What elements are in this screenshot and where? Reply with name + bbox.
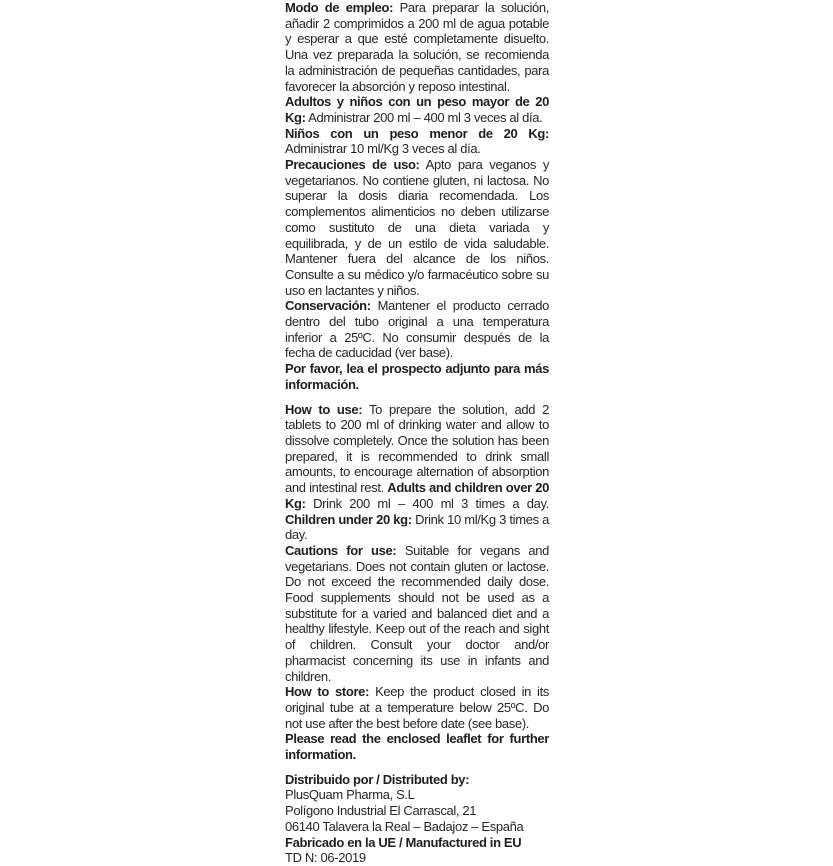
modo-de-empleo-text: Para preparar la solución, añadir 2 comprimidos a 200 ml de agua potable y esperar a que esté completamente disuelto. Una vez preparada la solución, se recomienda la administración de pequeñas cantidades, para favorecer la absorción y reposo intestinal.: [285, 0, 550, 94]
distributor-heading: Distribuido por / Distributed by:: [285, 771, 470, 787]
conservacion-text: Mantener el producto cerrado dentro del tubo original a una temperatura inferior a 25ºC. No consumir después de la fecha de caducidad (ver base).: [285, 298, 549, 361]
ninos-heading: Niños con un peso menor de 20 Kg:: [285, 125, 549, 141]
how-to-store-heading: How to store:: [285, 684, 370, 700]
how-to-use-paragraph: [285, 402, 549, 543]
ninos-paragraph: [285, 126, 549, 157]
leaflet-note: [285, 731, 549, 762]
distributor-company: PlusQuam Pharma, S.L: [285, 787, 415, 803]
section-spacer: [285, 763, 549, 772]
section-spacer: [285, 393, 549, 402]
precauciones-text: Apto para veganos y vegetarianos. No contiene gluten, ni lactosa. No superar la dosis diaria recomendada. Los complementos alimenticios no deben utilizarse como sustituto de una dieta variada y equilibrada, y de un estilo de vida saludable. Mantener fuera del alcance de los niños. Consulte a su médico y/o farmacéutico sobre su uso en lactantes y niños.: [285, 157, 549, 298]
adults-heading: Adults and children over 20 Kg:: [285, 480, 549, 511]
distributor-address-1: Polígono Industrial El Carrascal, 21: [285, 803, 477, 819]
how-to-use-heading: How to use:: [285, 401, 363, 417]
manufactured-line: [285, 835, 549, 851]
precauciones-heading: Precauciones de uso:: [285, 157, 420, 173]
conservacion-paragraph: [285, 298, 549, 361]
modo-de-empleo-heading: Modo de empleo:: [285, 0, 394, 15]
how-to-store-paragraph: [285, 684, 549, 731]
prospecto-text: Por favor, lea el prospecto adjunto para más información.: [285, 361, 549, 392]
adultos-paragraph: [285, 94, 549, 125]
children-heading: Children under 20 kg:: [285, 511, 412, 527]
ninos-text: Administrar 10 ml/Kg 3 veces al día.: [285, 141, 481, 157]
cautions-text: Suitable for vegans and vegetarians. Does not contain gluten or lactose. Do not exceed the recommended daily dose. Food supplements should not be used as a substitute for a varied and balanced diet and a healthy lifestyle. Keep out of the reach and sight of children. Consult your doctor and/or pharmacist concerning its use in infants and children.: [285, 542, 549, 684]
children-text: Drink 10 ml/Kg 3 times a day.: [285, 511, 550, 543]
adultos-text: Administrar 200 ml – 400 ml 3 veces al día.: [305, 109, 543, 125]
prospecto-note: [285, 361, 549, 392]
conservacion-heading: Conservación:: [285, 298, 371, 314]
distributor-heading-line: [285, 772, 549, 788]
precauciones-paragraph: [285, 157, 549, 298]
distributor-address-2: 06140 Talavera la Real – Badajoz – España: [285, 818, 524, 834]
cautions-paragraph: [285, 543, 549, 684]
cautions-heading: Cautions for use:: [285, 542, 397, 558]
how-to-store-text: Keep the product closed in its original tube at a temperature below 25ºC. Do not use after the best before date (see base).: [285, 684, 549, 731]
adultos-heading: Adultos y niños con un peso mayor de 20 Kg:: [285, 94, 549, 125]
product-label-text: [285, 0, 549, 866]
adults-text: Drink 200 ml – 400 ml 3 times a day.: [305, 495, 549, 511]
how-to-use-text: To prepare the solution, add 2 tablets to 200 ml of drinking water and allow to dissolve completely. Once the solution has been prepared, it is recommended to drink small amounts, to encourage alternation of absorption and intestinal rest.: [285, 401, 549, 496]
leaflet-text: Please read the enclosed leaflet for further information.: [285, 731, 549, 763]
manufactured-text: Fabricado en la UE / Manufactured in EU: [285, 834, 522, 850]
modo-de-empleo-paragraph: [285, 0, 549, 94]
td-number: TD N: 06-2019: [285, 850, 366, 866]
